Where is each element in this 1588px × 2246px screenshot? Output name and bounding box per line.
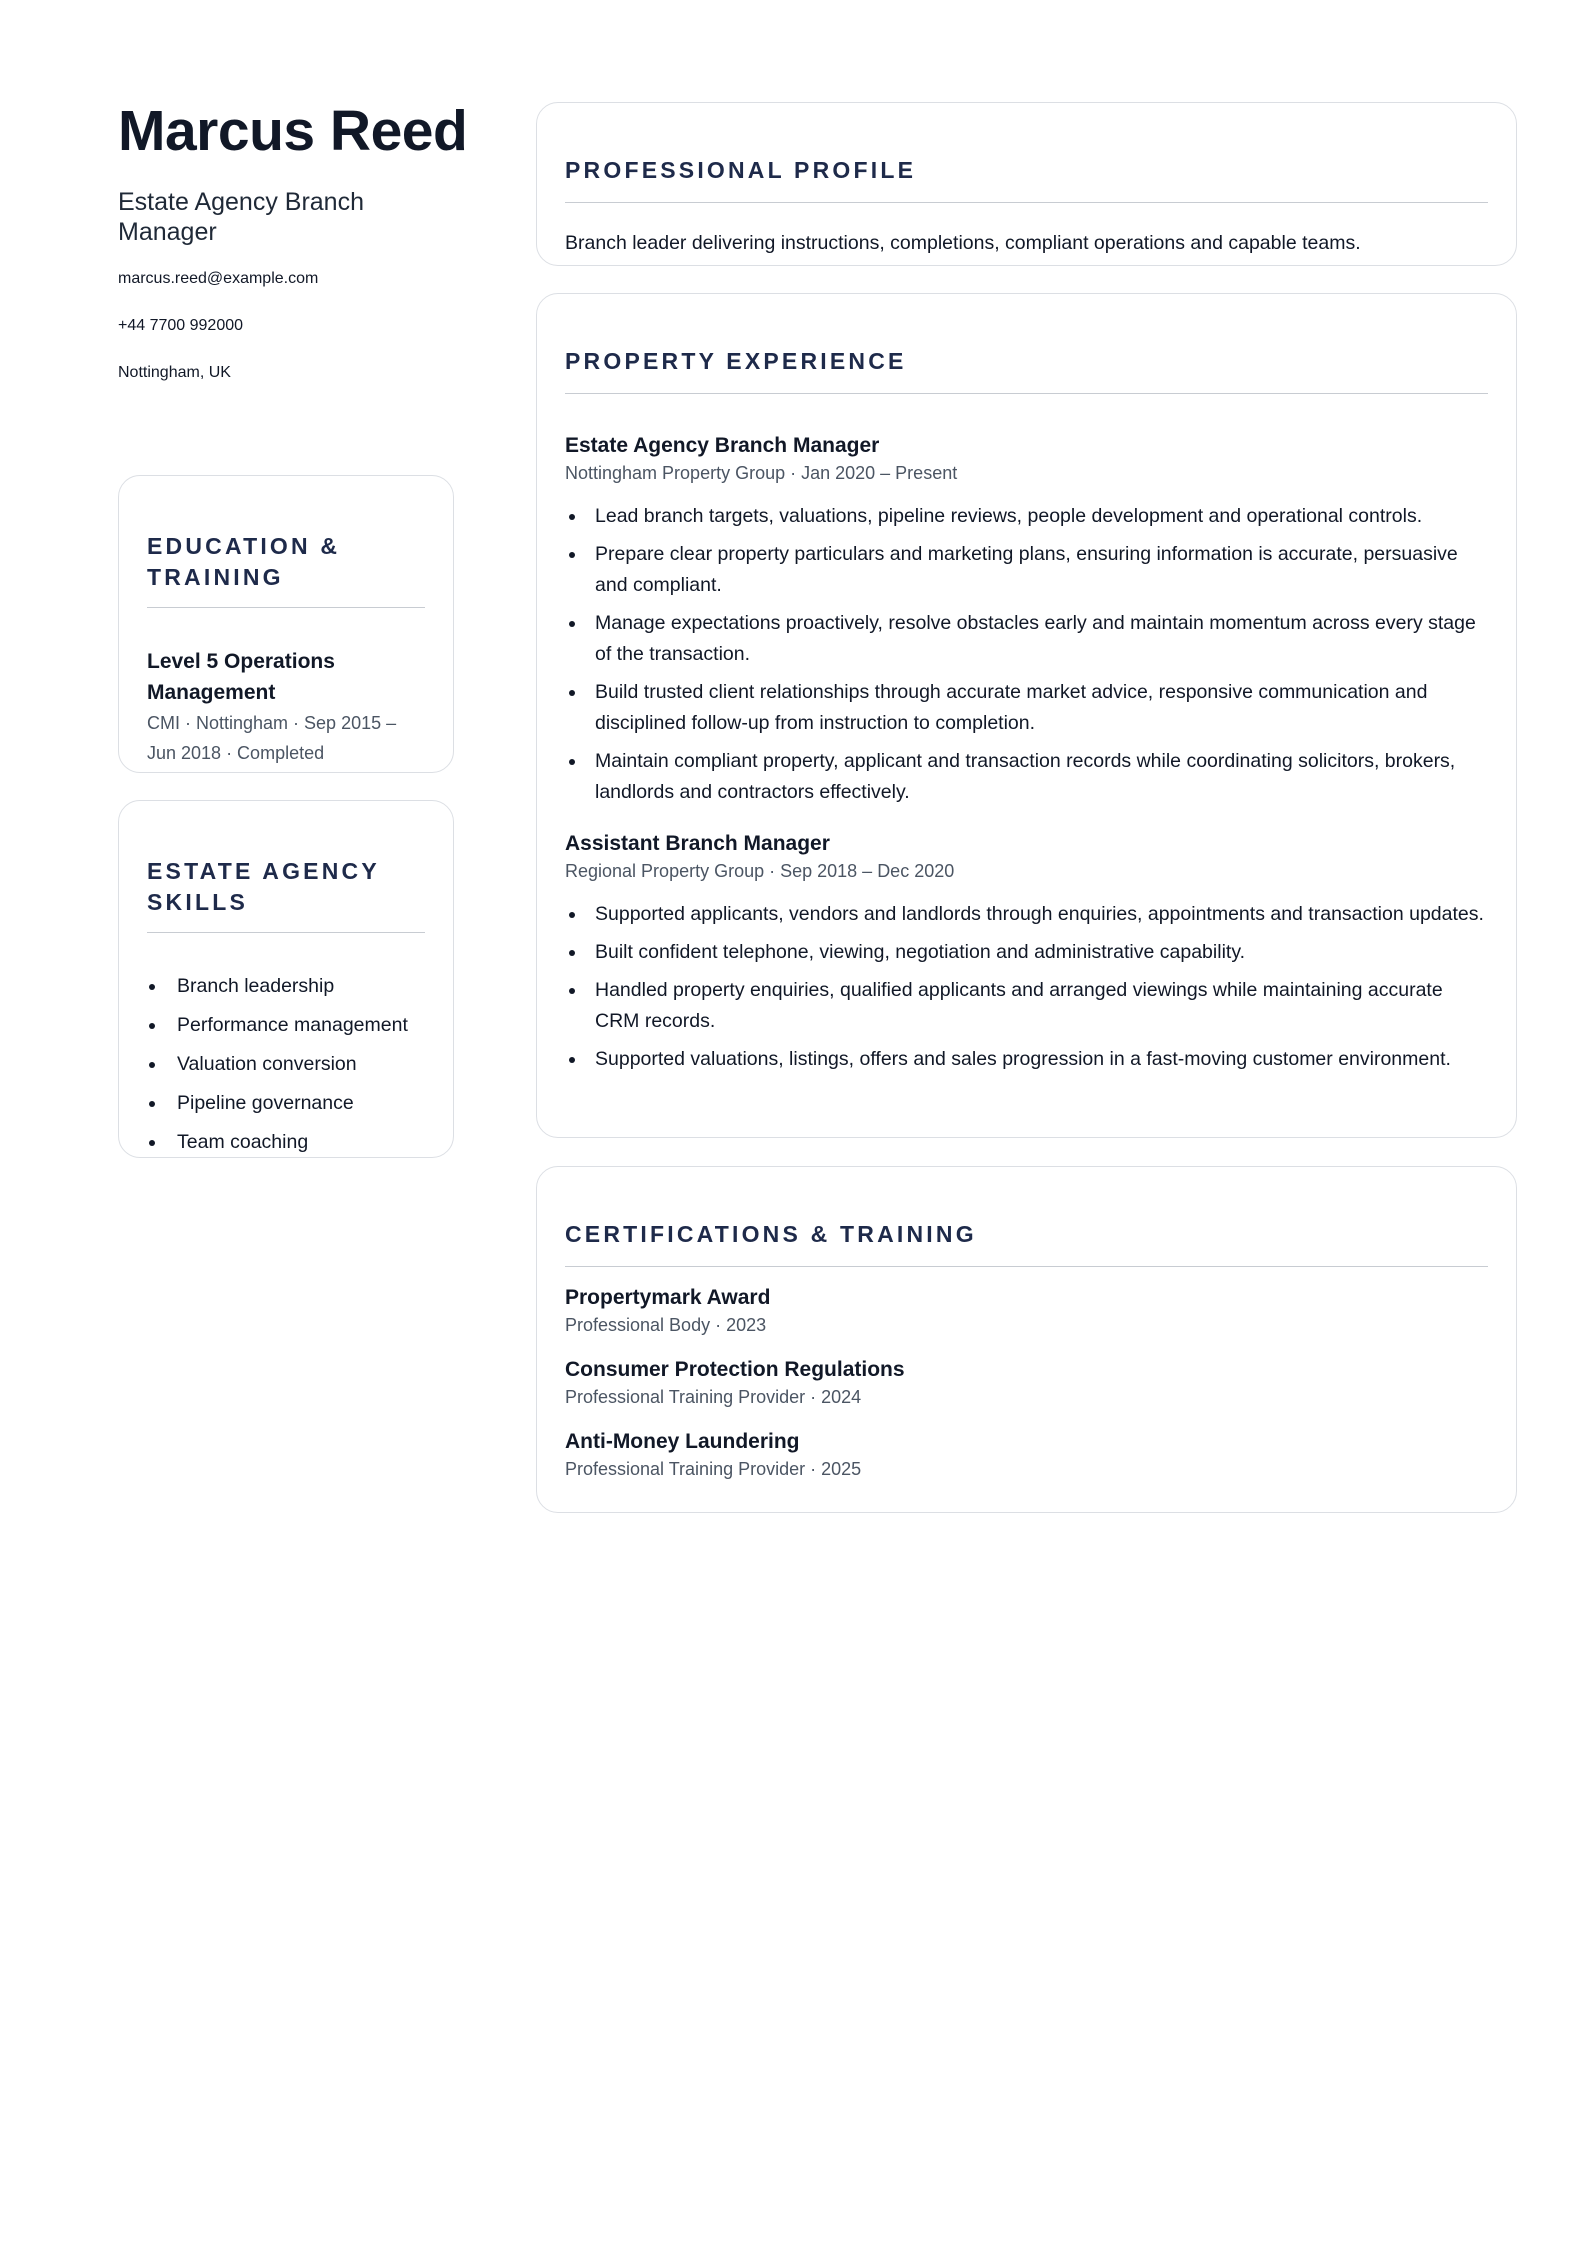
education-section [118,475,454,773]
job-bullet: Build trusted client relationships through accurate market advice, responsive communication and disciplined follow-up from instruction to completion. [565,677,1488,739]
job-bullets [565,899,1488,1075]
certification-meta: Professional Body · 2023 [565,1315,767,1335]
candidate-role: Estate Agency Branch Manager [118,187,364,246]
job-bullet: Manage expectations proactively, resolve obstacles early and maintain momentum across every stage of the transaction. [565,608,1488,670]
contact-email: marcus.reed@example.com [118,269,319,287]
education-item [147,646,425,768]
job-bullet: Lead branch targets, valuations, pipeline reviews, people development and operational controls. [565,501,1488,532]
resume-header [118,99,468,410]
job-entry [565,830,1488,1075]
section-divider [147,932,425,933]
certification-item [565,1284,1488,1338]
job-bullets [565,501,1488,808]
contact-details [118,269,453,383]
certification-name: Propertymark Award [565,1286,771,1309]
education-qualification: Level 5 Operations Management [147,650,335,704]
job-bullet: Built confident telephone, viewing, negotiation and administrative capability. [565,937,1488,968]
profile-heading: PROFESSIONAL PROFILE [565,157,917,183]
section-divider [147,607,425,608]
job-bullet: Handled property enquiries, qualified applicants and arranged viewings while maintaining accurate CRM records. [565,975,1488,1037]
job-bullet: Supported applicants, vendors and landlords through enquiries, appointments and transaction updates. [565,899,1488,930]
candidate-name: Marcus Reed [118,99,468,163]
education-heading: EDUCATION & TRAINING [147,533,341,590]
section-divider [565,393,1488,394]
certification-item [565,1428,1488,1482]
skills-heading: ESTATE AGENCY SKILLS [147,858,380,915]
profile-summary: Branch leader delivering instructions, completions, compliant operations and capable teams. [565,232,1361,254]
job-entry [565,432,1488,808]
skill-item: Team coaching [147,1123,425,1158]
skill-item: Pipeline governance [147,1084,425,1123]
job-bullet: Supported valuations, listings, offers and sales progression in a fast-moving customer environment. [565,1044,1488,1075]
skills-list [147,967,425,1158]
contact-location: Nottingham, UK [118,363,231,381]
certification-meta: Professional Training Provider · 2025 [565,1459,862,1479]
job-title: Assistant Branch Manager [565,832,830,855]
certification-meta: Professional Training Provider · 2024 [565,1387,862,1407]
job-bullet: Maintain compliant property, applicant and transaction records while coordinating solicitors, brokers, landlords and contractors effectively. [565,746,1488,808]
skill-item: Valuation conversion [147,1045,425,1084]
section-divider [565,1266,1488,1267]
profile-section [536,102,1517,266]
certifications-heading: CERTIFICATIONS & TRAINING [565,1221,977,1247]
job-meta: Nottingham Property Group · Jan 2020 – Present [565,463,958,483]
experience-section [536,293,1517,1138]
job-meta: Regional Property Group · Sep 2018 – Dec 2020 [565,861,955,881]
skill-item: Performance management [147,1006,425,1045]
job-title: Estate Agency Branch Manager [565,434,880,457]
certification-item [565,1356,1488,1410]
certifications-section [536,1166,1517,1513]
certification-name: Anti-Money Laundering [565,1430,800,1453]
section-divider [565,202,1488,203]
skill-item: Branch leadership [147,967,425,1006]
skills-section [118,800,454,1158]
experience-heading: PROPERTY EXPERIENCE [565,348,907,374]
job-bullet: Prepare clear property particulars and marketing plans, ensuring information is accurate, persuasive and compliant. [565,539,1488,601]
contact-phone: +44 7700 992000 [118,316,244,334]
education-meta: CMI · Nottingham · Sep 2015 – Jun 2018 · Completed [147,713,397,763]
certification-name: Consumer Protection Regulations [565,1358,905,1381]
